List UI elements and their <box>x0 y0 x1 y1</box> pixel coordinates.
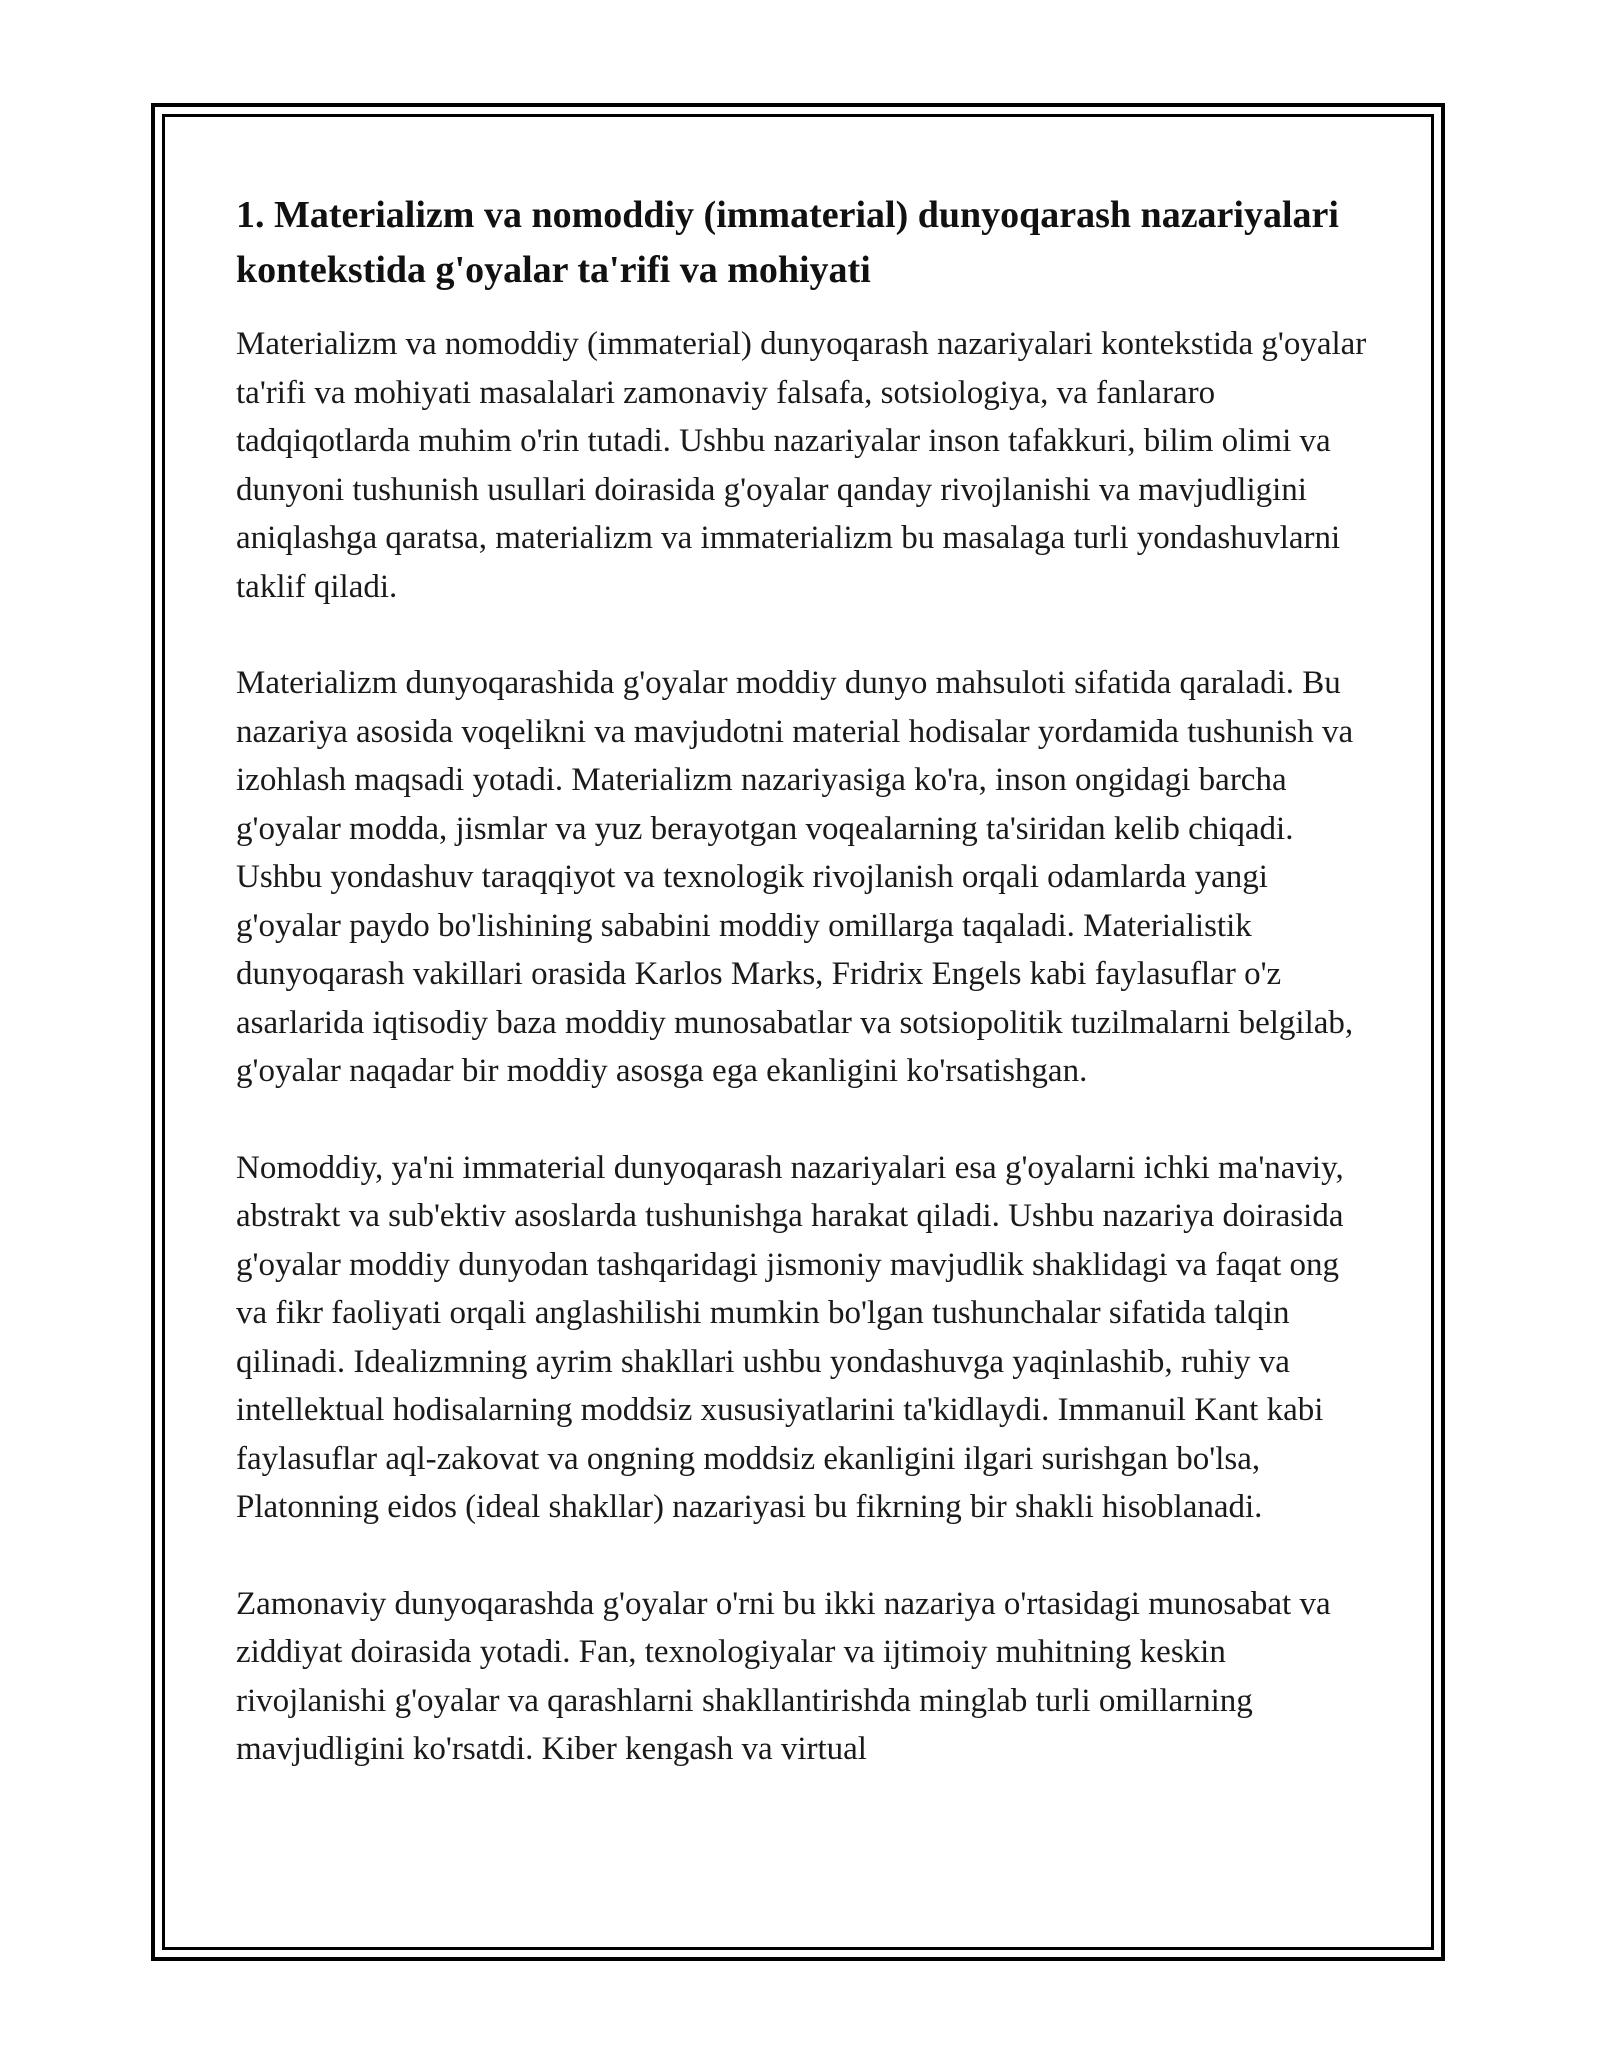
paragraph-2: Materializm dunyoqarashida g'oyalar moddiy dunyo mahsuloti sifatida qaraladi. Bu nazariya asosida voqelikni va mavjudotni material hodisalar yordamida tushunish va izohlash maqsadi yotadi. Materializm nazariyasiga ko'ra, inson ongidagi barcha g'oyalar modda, jismlar va yuz berayotgan voqealarning ta'siridan kelib chiqadi. Ushbu yondashuv taraqqiyot va texnologik rivojlanish orqali odamlarda yangi g'oyalar paydo bo'lishining sababini moddiy omillarga taqaladi. Materialistik dunyoqarash vakillari orasida Karlos Marks, Fridrix Engels kabi faylasuflar o'z asarlarida iqtisodiy baza moddiy munosabatlar va sotsiopolitik tuzilmalarni belgilab, g'oyalar naqadar bir moddiy asosga ega ekanligini ko'rsatishgan. <box>236 665 1354 1089</box>
paragraph-4: Zamonaviy dunyoqarashda g'oyalar o'rni bu ikki nazariya o'rtasidagi munosabat va ziddiyat doirasida yotadi. Fan, texnologiyalar va ijtimoiy muhitning keskin rivojlanishi g'oyalar va qarashlarni shakllantirishda minglab turli omillarning mavjudligini ko'rsatdi. Kiber kengash va virtual <box>236 1585 1331 1767</box>
section-heading: 1. Materializm va nomoddiy (immaterial) dunyoqarash nazariyalari kontekstida g'oyalar ta'rifi va mohiyati <box>236 194 1339 291</box>
document-body <box>236 188 1371 1822</box>
paragraph-1: Materializm va nomoddiy (immaterial) dunyoqarash nazariyalari kontekstida g'oyalar ta'rifi va mohiyati masalalari zamonaviy falsafa, sotsiologiya, va fanlararo tadqiqotlarda muhim o'rin tutadi. Ushbu nazariyalar inson tafakkuri, bilim olimi va dunyoni tushunish usullari doirasida g'oyalar qanday rivojlanishi va mavjudligini aniqlashga qaratsa, materializm va immaterializm bu masalaga turli yondashuvlarni taklif qiladi. <box>236 326 1367 605</box>
paragraph-3: Nomoddiy, ya'ni immaterial dunyoqarash nazariyalari esa g'oyalarni ichki ma'naviy, abstrakt va sub'ektiv asoslarda tushunishga harakat qiladi. Ushbu nazariya doirasida g'oyalar moddiy dunyodan tashqaridagi jismoniy mavjudlik shaklidagi va faqat ong va fikr faoliyati orqali anglashilishi mumkin bo'lgan tushunchalar sifatida talqin qilinadi. Idealizmning ayrim shakllari ushbu yondashuvga yaqinlashib, ruhiy va intellektual hodisalarning moddsiz xususiyatlarini ta'kidlaydi. Immanuil Kant kabi faylasuflar aql-zakovat va ongning moddsiz ekanligini ilgari surishgan bo'lsa, Platonning eidos (ideal shakllar) nazariyasi bu fikrning bir shakli hisoblanadi. <box>236 1149 1344 1525</box>
